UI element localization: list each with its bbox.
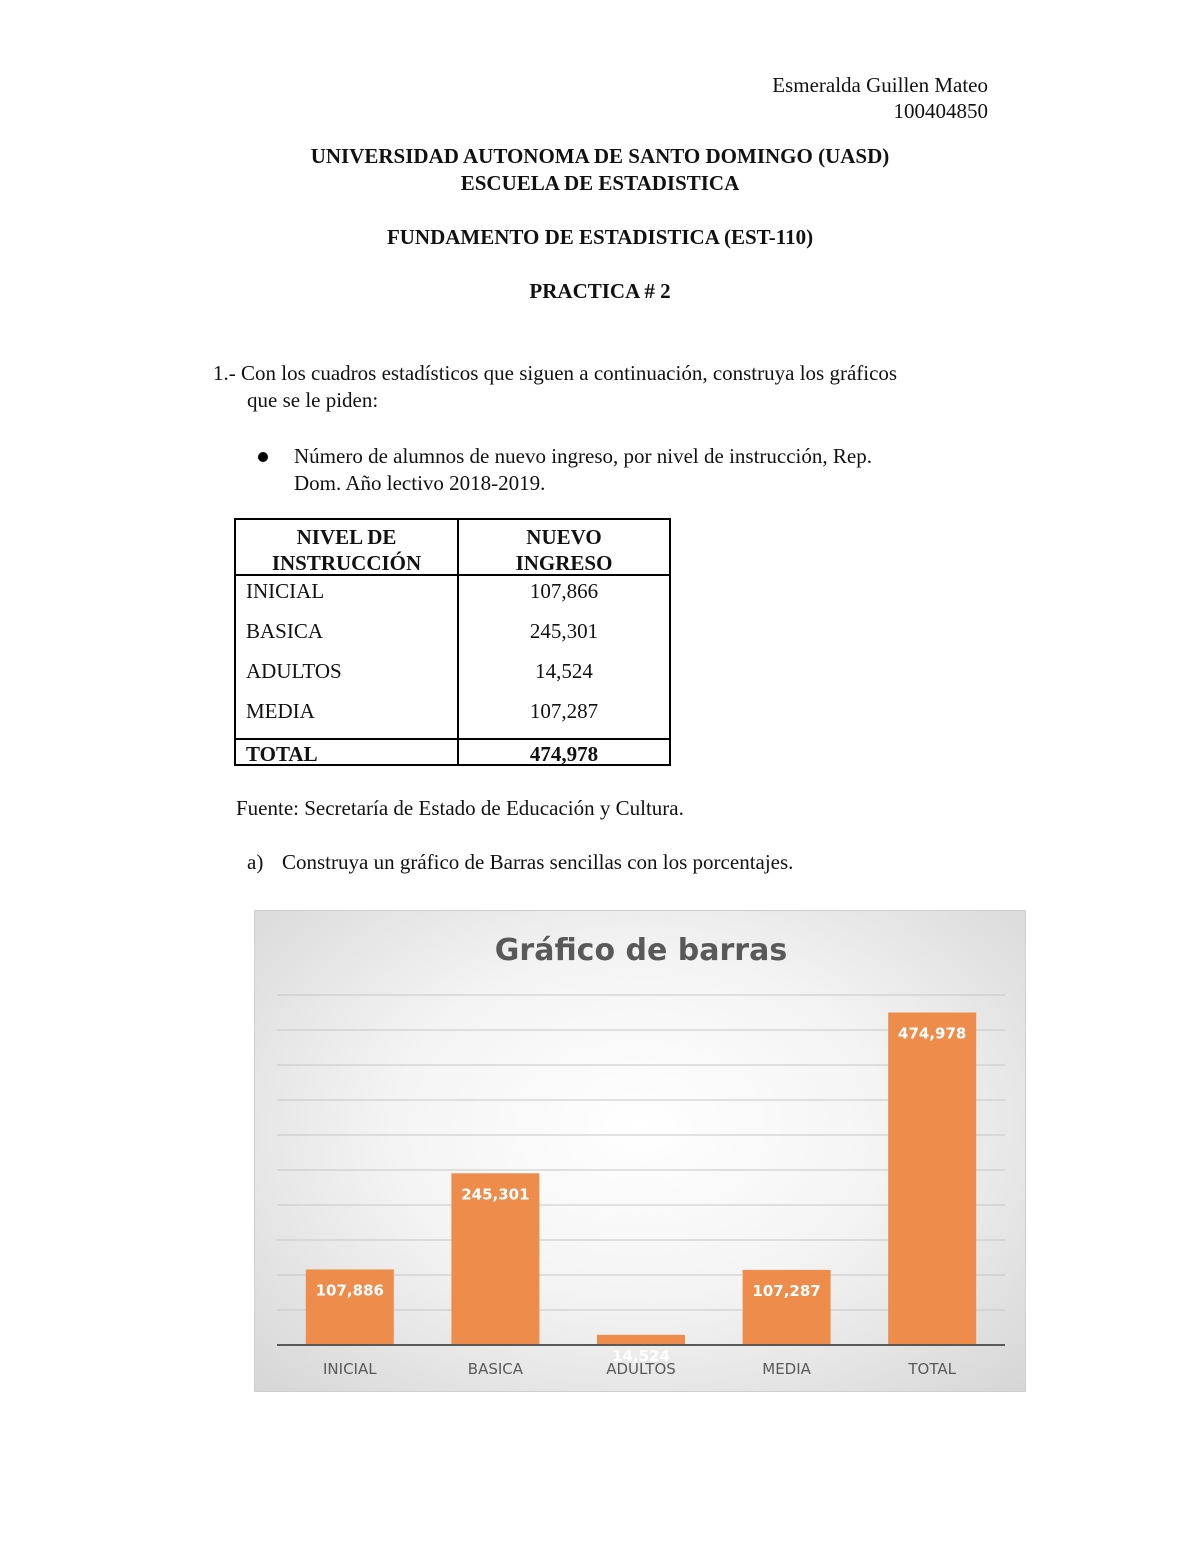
practice-title: PRACTICA # 2 <box>529 279 671 303</box>
chart-category-label: ADULTOS <box>606 1360 676 1378</box>
bar-chart <box>254 910 1026 1392</box>
table-row-value: 14,524 <box>535 659 593 683</box>
question-line-1: 1.- Con los cuadros estadísticos que siguen a continuación, construya los gráficos <box>213 361 898 385</box>
author-id: 100404850 <box>893 99 988 123</box>
author-name: Esmeralda Guillen Mateo <box>772 73 988 97</box>
bullet-line-1: Número de alumnos de nuevo ingreso, por nivel de instrucción, Rep. <box>294 444 872 468</box>
table-row-value: 245,301 <box>529 619 599 643</box>
university-title: UNIVERSIDAD AUTONOMA DE SANTO DOMINGO (UASD) <box>310 144 890 168</box>
table-header-level-1: NIVEL DE <box>296 525 397 549</box>
table-row-level: MEDIA <box>246 699 315 723</box>
chart-data-label: 245,301 <box>461 1185 530 1204</box>
chart-data-label: 107,886 <box>315 1281 384 1300</box>
table-header-level-2: INSTRUCCIÓN <box>271 551 422 575</box>
table-total-divider <box>236 738 669 740</box>
chart-category-label: INICIAL <box>323 1360 377 1378</box>
table-row-level: INICIAL <box>246 579 325 603</box>
source-note: Fuente: Secretaría de Estado de Educación y Cultura. <box>236 796 684 820</box>
chart-data-label: 14,524 <box>612 1346 670 1365</box>
chart-title: Gráfico de barras <box>494 933 788 968</box>
question-line-2: que se le piden: <box>247 388 379 412</box>
table-row-level: ADULTOS <box>246 659 342 683</box>
item-a-marker: a) <box>247 850 264 874</box>
table-total-value: 474,978 <box>529 742 599 766</box>
table-total-label: TOTAL <box>246 742 318 766</box>
chart-category-label: BASICA <box>467 1360 524 1378</box>
school-title: ESCUELA DE ESTADISTICA <box>460 171 740 195</box>
chart-data-label: 474,978 <box>898 1024 967 1043</box>
item-a-text: Construya un gráfico de Barras sencillas con los porcentajes. <box>282 850 794 874</box>
chart-bar <box>888 1013 976 1345</box>
chart-category-label: TOTAL <box>908 1360 956 1378</box>
table-header-value-1: NUEVO <box>526 525 602 549</box>
chart-bar <box>597 1335 685 1345</box>
course-title: FUNDAMENTO DE ESTADISTICA (EST-110) <box>386 225 814 249</box>
table-header-value-2: INGRESO <box>515 551 613 575</box>
chart-data-label: 107,287 <box>752 1281 821 1300</box>
data-table <box>234 518 671 766</box>
table-row-value: 107,287 <box>529 699 599 723</box>
table-row-value: 107,866 <box>529 579 599 603</box>
chart-category-label: MEDIA <box>762 1360 811 1378</box>
bullet-dot <box>258 452 268 462</box>
bullet-line-2: Dom. Año lectivo 2018-2019. <box>294 471 546 495</box>
bar-chart-svg <box>255 911 1027 1393</box>
table-row-level: BASICA <box>246 619 324 643</box>
